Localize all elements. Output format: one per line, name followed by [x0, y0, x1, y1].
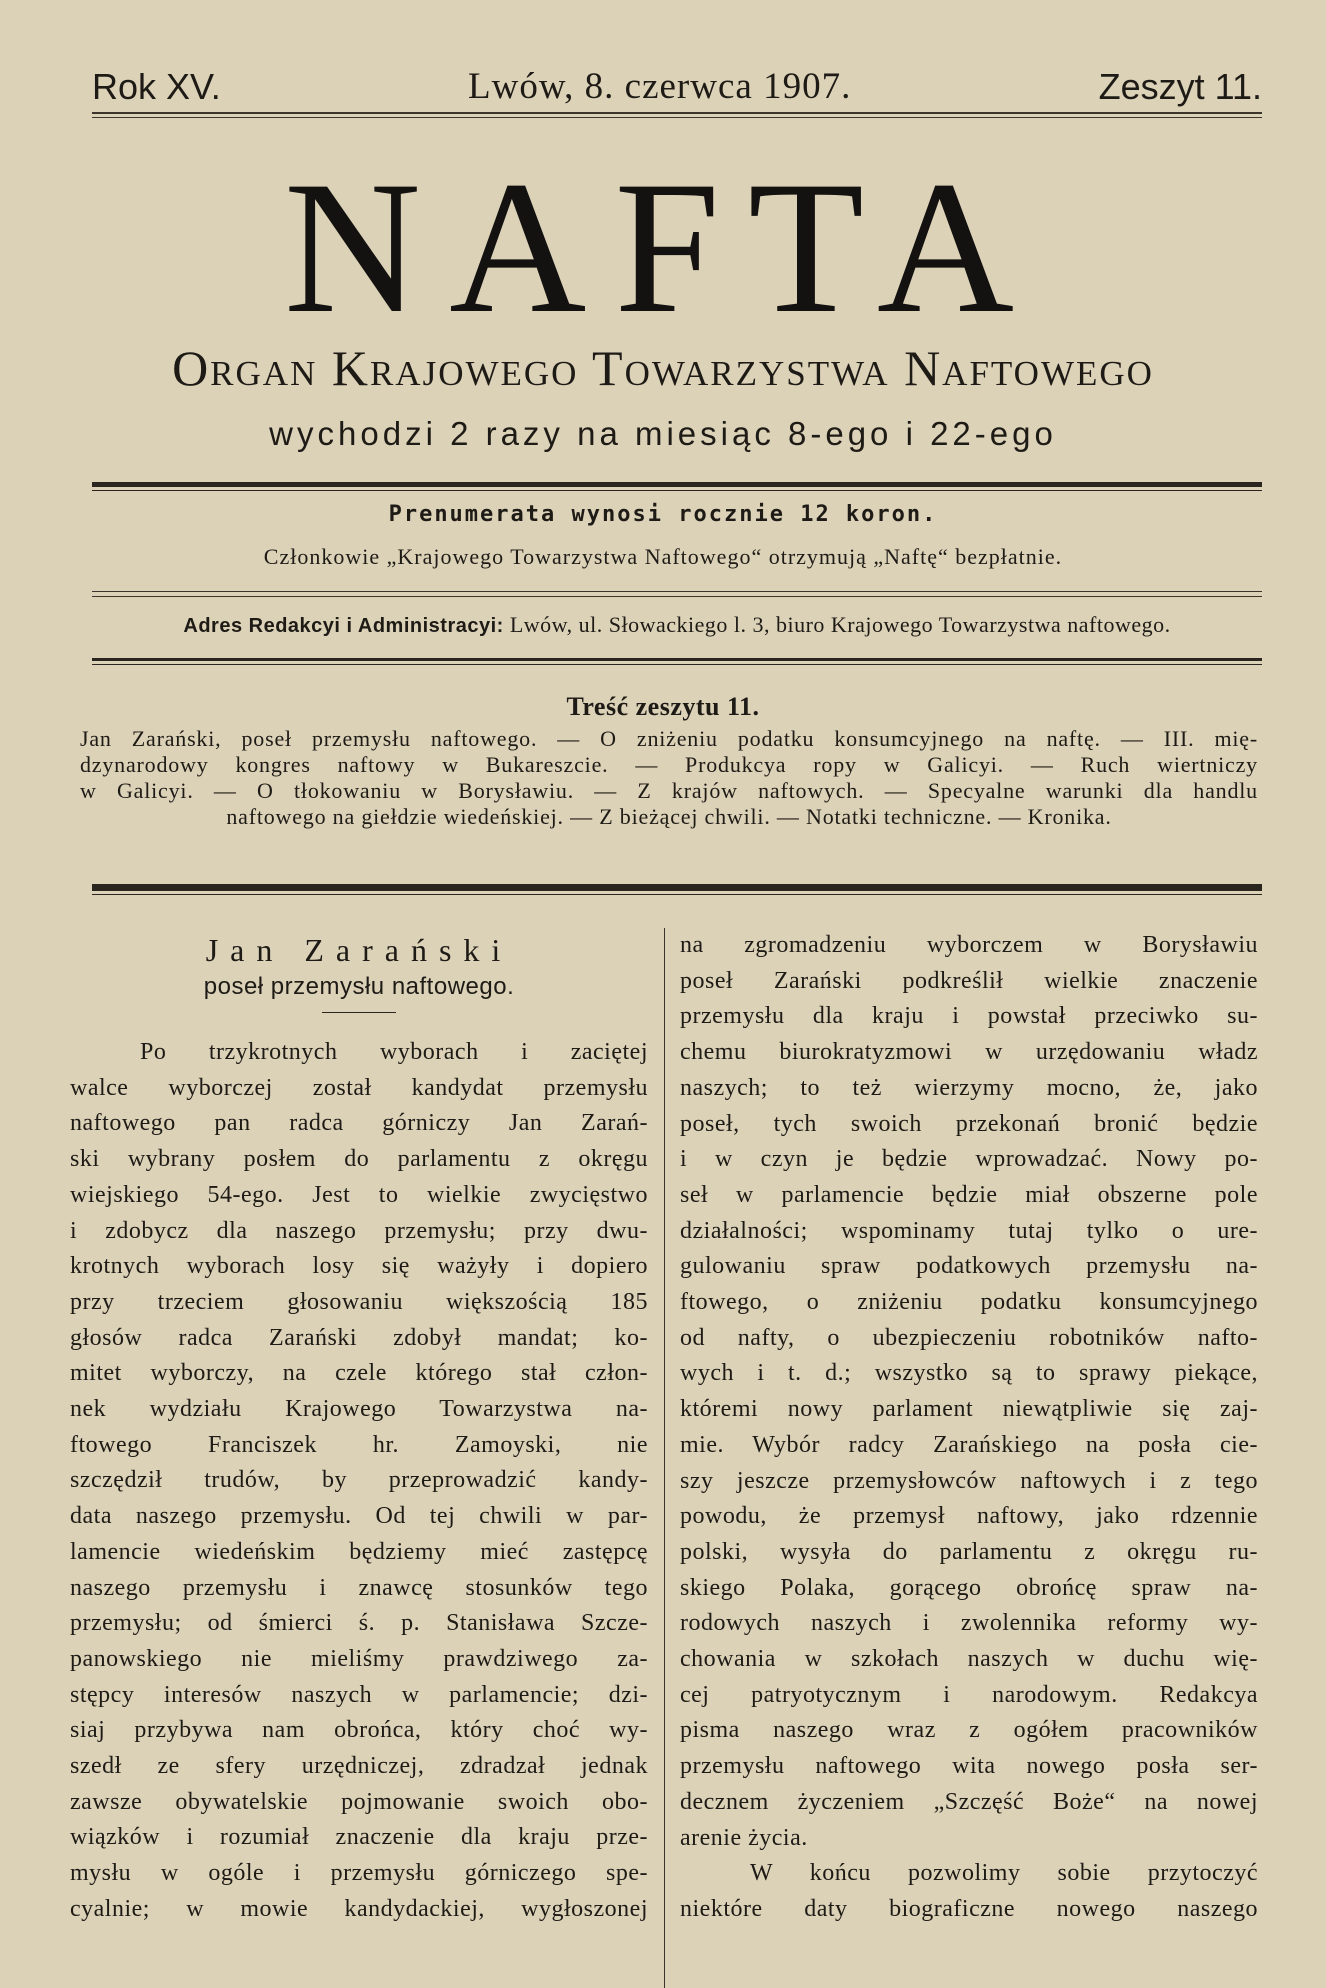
article-line: wiejskiego 54-ego. Jest to wielkie zwycięstwo [70, 1181, 648, 1208]
members-note: Członkowie „Krajowego Towarzystwa Naftowego“ otrzymują „Naftę“ bezpłatnie. [263, 544, 1063, 569]
article-line: naftowego pan radca górniczy Jan Zarań- [70, 1110, 648, 1137]
article-line: polski, wysyła do parlamentu z okręgu ru- [680, 1538, 1258, 1565]
article-line: przy trzeciem głosowaniu większością 185 [70, 1288, 648, 1315]
article-title: Jan Zarański [205, 932, 513, 968]
article-line: mie. Wybór radcy Zarańskiego na posła cie- [680, 1431, 1258, 1458]
article-line: ftowego, o zniżeniu podatku konsumcyjnego [680, 1289, 1258, 1316]
article-line: nek wydziału Krajowego Towarzystwa na- [70, 1396, 648, 1423]
contents-title: Treść zeszytu 11. [566, 692, 760, 721]
publication-frequency: wychodzi 2 razy na miesiąc 8-ego i 22-ego [269, 415, 1057, 452]
column-divider [664, 928, 665, 1988]
article-line: seł w parlamencie będzie miał obszerne pole [680, 1181, 1258, 1208]
article-line: pisma naszego wraz z ogółem pracowników [680, 1717, 1258, 1744]
address-value: Lwów, ul. Słowackiego l. 3, biuro Krajowego Towarzystwa naftowego. [509, 612, 1171, 637]
article-line: W końcu pozwolimy sobie przytoczyć [750, 1860, 1258, 1887]
article-line: szy jeszcze przemysłowców naftowych i z tego [680, 1467, 1258, 1494]
contents-line: Jan Zarański, poseł przemysłu naftowego. — O zniżeniu podatku konsumcyjnego na naftę. — III. mię- [80, 726, 1258, 751]
article-line: wych i t. d.; wszystko są to sprawy piekące, [680, 1360, 1258, 1387]
article-line: stępcy interesów naszych w parlamencie; dzi- [70, 1681, 648, 1708]
address-rule [92, 658, 1262, 665]
subscription-rule-2 [92, 596, 1262, 597]
article-line: ski wybrany posłem do parlamentu z okręgu [70, 1146, 648, 1173]
subscription-price: Prenumerata wynosi rocznie 12 koron. [388, 502, 938, 527]
article-line: naszego przemysłu i znawcę stosunków tego [70, 1574, 648, 1601]
article-line: i w czyn je będzie wprowadzać. Nowy po- [680, 1146, 1258, 1173]
organ-subtitle: Organ Krajowego Towarzystwa Naftowego [172, 340, 1154, 396]
article-line: chowania w szkołach naszych w duchu wię- [680, 1646, 1258, 1673]
article-line: poseł Zarański podkreślił wielkie znaczenie [680, 967, 1258, 994]
article-line: działalności; wspominamy tutaj tylko o ure- [680, 1217, 1258, 1244]
article-line: powodu, że przemysł naftowy, jako rdzennie [680, 1503, 1258, 1530]
article-line: któremi nowy parlament niewątpliwie się zaj- [680, 1396, 1258, 1423]
article-subtitle: poseł przemysłu naftowego. [203, 973, 515, 1000]
article-line: cyalnie; w mowie kandydackiej, wygłoszonej [70, 1895, 648, 1922]
article-line: wiązków i rozumiał znaczenie dla kraju prze- [70, 1824, 648, 1851]
title-rule [322, 1012, 396, 1013]
editorial-address [92, 609, 1262, 642]
article-line: na zgromadzeniu wyborczem w Borysławiu [680, 932, 1258, 958]
article-line: naszych; to też wierzymy mocno, że, jako [680, 1074, 1258, 1101]
article-left-column [70, 928, 648, 1928]
article-line: krotnych wyborach losy się ważyły i dopiero [70, 1253, 648, 1280]
article-line: szczędził trudów, by przeprowadzić kandy- [70, 1467, 648, 1494]
issue-number: Zeszyt 11. [1098, 66, 1262, 107]
contents-rule [92, 884, 1262, 895]
article-line: mysłu w ogóle i przemysłu górniczego spe- [70, 1860, 648, 1887]
article-line: Po trzykrotnych wyborach i zaciętej [140, 1039, 648, 1065]
article-line: walce wyborczej został kandydat przemysłu [70, 1074, 648, 1101]
article-line: skiego Polaka, gorącego obrońcę spraw na- [680, 1574, 1258, 1601]
volume-label: Rok XV. [92, 66, 221, 107]
issue-header [92, 58, 1262, 108]
masthead-rule [92, 482, 1262, 491]
article-line: niektóre daty biograficzne nowego naszego [680, 1895, 1258, 1922]
article-line: szedł ze sfery urzędniczej, zdradzał jednak [70, 1753, 648, 1780]
contents-line: w Galicyi. — O tłokowaniu w Borysławiu. — Z krajów naftowych. — Specyalne warunki dla handlu [80, 778, 1258, 803]
article-line: siaj przybywa nam obrońca, który choć wy- [70, 1717, 648, 1744]
article-line: zawsze obywatelskie pojmowanie swoich obo- [70, 1788, 648, 1815]
article-line: arenie życia. [680, 1824, 808, 1851]
article-line: przemysłu; od śmierci ś. p. Stanisława Szcze- [70, 1610, 648, 1637]
article-line: ftowego Franciszek hr. Zamoyski, nie [70, 1431, 648, 1458]
header-rule [92, 112, 1262, 114]
article-line: decznem życzeniem „Szczęść Boże“ na nowej [680, 1788, 1258, 1815]
article-line: przemysłu naftowego wita nowego posła ser- [680, 1753, 1258, 1780]
article-line: gulowaniu spraw podatkowych przemysłu na- [680, 1253, 1258, 1280]
contents-line: dzynarodowy kongres naftowy w Bukareszcie. — Produkcya ropy w Galicyi. — Ruch wiertniczy [80, 752, 1258, 777]
article-line: lamencie wiedeńskim będziemy mieć zastępcę [70, 1538, 648, 1565]
subscription-rule [92, 591, 1262, 592]
article-line: i zdobycz dla naszego przemysłu; przy dwu- [70, 1217, 648, 1244]
article-line: poseł, tych swoich przekonań bronić będzie [680, 1110, 1258, 1137]
article-line: głosów radca Zarański zdobył mandat; ko- [70, 1324, 648, 1351]
article-right-column [680, 928, 1258, 1928]
place-date: Lwów, 8. czerwca 1907. [468, 66, 852, 107]
article-line: mitet wyborczy, na czele którego stał człon- [70, 1360, 648, 1387]
address-label: Adres Redakcyi i Administracyi: [183, 615, 504, 637]
contents-line: naftowego na giełdzie wiedeńskiej. — Z bieżącej chwili. — Notatki techniczne. — Kronika. [226, 804, 1112, 829]
article-line: data naszego przemysłu. Od tej chwili w par- [70, 1503, 648, 1530]
article-line: rodowych naszych i zwolennika reformy wy- [680, 1610, 1258, 1637]
article-line: panowskiego nie mieliśmy prawdziwego za- [70, 1645, 648, 1672]
masthead-title: NAFTA [283, 143, 1043, 353]
article-line: cej patryotycznym i narodowym. Redakcya [680, 1681, 1258, 1708]
contents-list [80, 726, 1258, 830]
article-line: chemu biurokratyzmowi w urzędowaniu władz [680, 1039, 1258, 1066]
header-rule-thin [92, 117, 1262, 118]
article-line: od nafty, o ubezpieczeniu robotników nafto- [680, 1324, 1258, 1351]
article-line: przemysłu dla kraju i powstał przeciwko su- [680, 1003, 1258, 1030]
